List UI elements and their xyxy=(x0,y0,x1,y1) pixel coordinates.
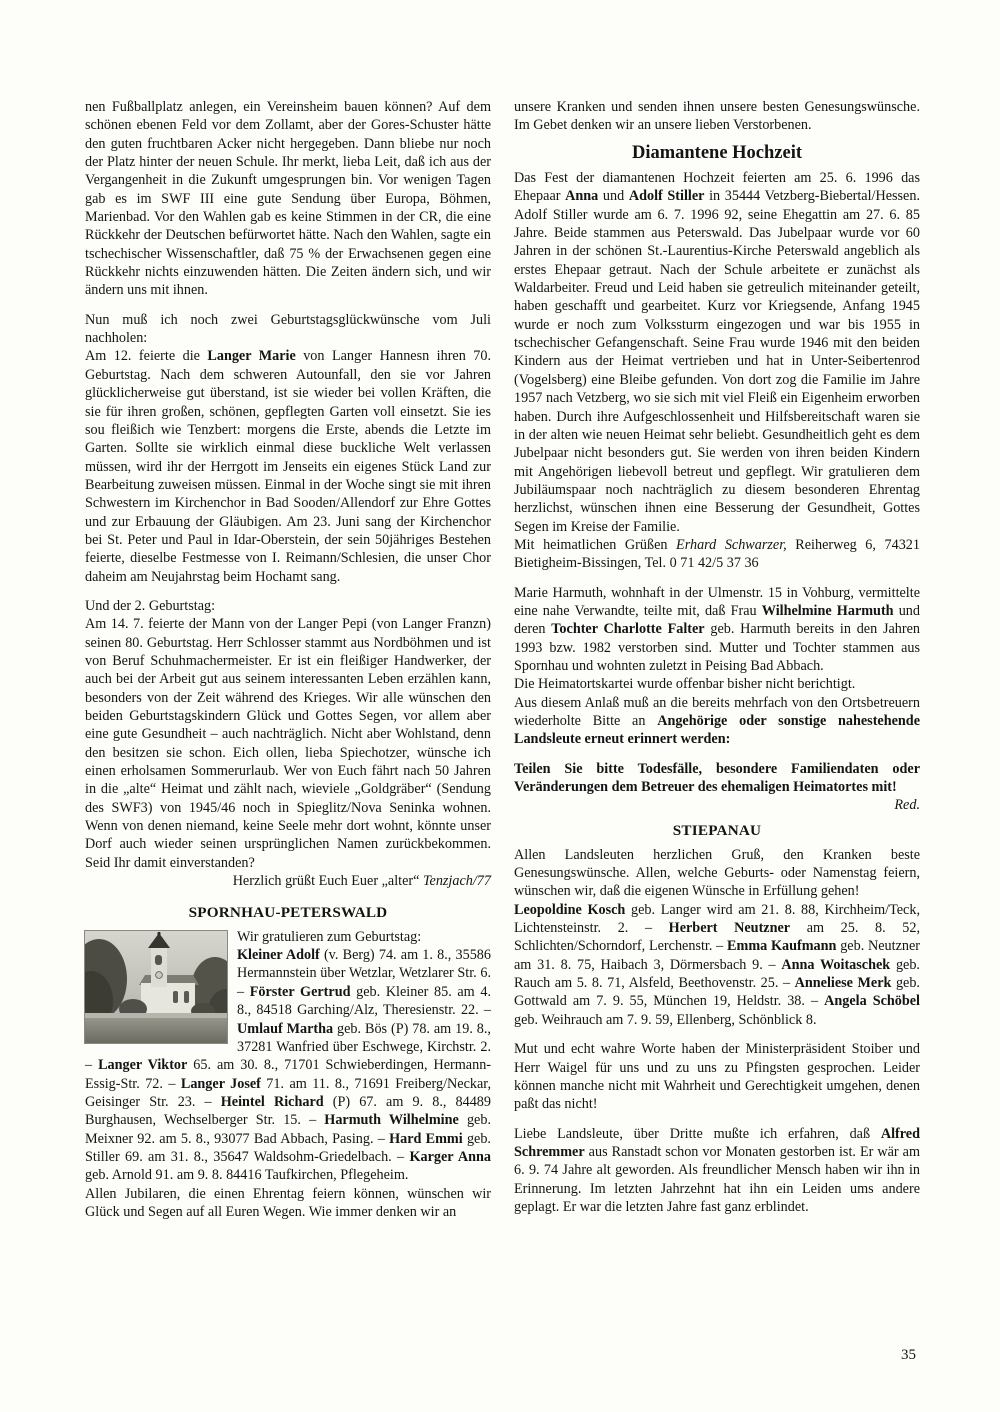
text-run: Reiherweg 6, 74321 Bietigheim-Bissingen, Tel. 0 71 42/5 37 36 xyxy=(514,536,920,572)
text-run: Aus diesem Anlaß muß an die bereits mehrfach von den Ortsbetreuern wiederholte Bitte an xyxy=(514,694,920,729)
paragraph xyxy=(514,846,920,1029)
text-run: 65. am 30. 8., 71701 Schwieberdingen, Hermann-Essig-Str. 72. – xyxy=(85,1057,492,1092)
text-run: Am 12. feierte die xyxy=(85,348,208,365)
paragraph xyxy=(85,311,491,348)
bold-text: Kleiner Adolf xyxy=(237,947,320,964)
text-run: und xyxy=(598,188,629,205)
text-run: unsere Kranken und senden ihnen unsere besten Genesungswünsche. Im Gebet denken wir an unsere lieben Verstorbenen. xyxy=(514,99,920,134)
bold-text: Alfred Schremmer xyxy=(514,1125,920,1160)
bold-text: Leopoldine Kosch xyxy=(514,901,626,918)
text-run: Und der 2. Geburtstag: xyxy=(85,597,216,614)
text-run: von Langer Hannesn ihren 70. Geburtstag. Nach dem schweren Autounfall, den sie vor Jahren glücklicherweise gut überstand, ist sie wieder bei vollen Kräften, die sie für ihren großen, schönen, gepflegten Garten voll einsetzt. Sie ies sou fleißich wie Tenzbert: morgens die Erste, abends die Letzte im Garten. Sollte sie wirklich einmal diese buckliche Welt verlassen müssen, wird ihr der Herrgott im Jenseits ein eigenes Stück Land zur Bearbeitung zuweisen müssen. Einmal in der Woche singt sie mit ihren Schwestern im Kirchenchor in Bad Sooden/Allendorf zur Ehre Gottes und zur Erbauung der Gläubigen. Am 23. Juni sang der Kirchenchor bei St. Peter und Paul in Idar-Oberstein, der sein 50jähriges Bestehen feierte, dieselbe Festmesse von I. Reimann/Schlesien, die unser Chor daheim am Neujahrstag beim Hochamt sang. xyxy=(85,348,491,585)
left-column xyxy=(85,98,491,1221)
text-run: (v. Berg) 74. am 1. 8., 35586 Hermannstein über Wetzlar, Wetzlarer Str. 6. – xyxy=(237,947,491,1000)
text-run: geb. Kleiner 85. am 4. 8., 84518 Garching/Alz, Theresienstr. 22. – xyxy=(237,983,492,1019)
bold-text: Wilhelmine Harmuth xyxy=(761,602,894,619)
italic-text: Red. xyxy=(894,797,920,814)
bold-text: Adolf Stiller xyxy=(628,188,705,205)
paragraph xyxy=(514,536,920,573)
text-run: geb. Meixner 92. am 5. 8., 93077 Bad Abbach, Pasing. – xyxy=(85,1112,491,1147)
paragraph xyxy=(85,347,491,585)
paragraph xyxy=(85,98,491,300)
text-run: Herzlich grüßt Euch Euer „alter“ xyxy=(232,873,423,890)
signature-line xyxy=(85,872,491,890)
bold-text: Anneliese Merk xyxy=(794,975,892,992)
church-photo-illustration xyxy=(85,931,227,1043)
text-run: Nun muß ich noch zwei Geburtstagsglückwünsche vom Juli nachholen: xyxy=(85,311,491,347)
text-run: in 35444 Vetzberg-Biebertal/Hessen. Adolf Stiller wurde am 6. 7. 1996 92, seine Ehegattin am 27. 6. 85 Jahre. Beide stammen aus Peterswald. Das Jubelpaar wurde vor 60 Jahren in der schönen St.-Laurentius-Kirche Peterswald angeblich als erstes Ehepaar getraut. Nach der Schule arbeitete er zunächst als Waldarbeiter. Freud und Leid haben sie getreulich miteinander geteilt, haben geschafft und gearbeitet. Kurz vor Kriegsende, Anfang 1945 wurde er noch zum Volkssturm eingezogen und war bis 1955 in tschechischer Gefangenschaft. Seine Frau wurde 1946 mit den beiden Kindern aus der Heimat vertrieben und hat in Unter-Seibertenrod (Vogelsberg) eine Bleibe gefunden. Von dort zog die Familie im Jahre 1957 nach Vetzberg, wo sie sich mit viel Fleiß ein Eigenheim erworben haben. Durch ihre Aufgeschlossenheit und Hilfsbereitschaft waren sie in der alten wie neuen Heimat sehr beliebt. Gesundheitlich geht es dem Jubelpaar nicht besonders gut. Sie werden von ihren beiden Kindern mit Angehörigen liebevoll betreut und gepflegt. Wir gratulieren dem Jubiläumspaar noch nachträglich zu diesem besonderen Ehrentag herzlichst, wünschen ihnen eine Besserung der Gesundheit, Gottes Segen im Kreise der Familie. xyxy=(514,188,920,535)
text-run: geb. Gottwald am 7. 9. 55, München 19, Heldstr. 38. – xyxy=(514,975,920,1010)
bold-text: Angehörige oder sonstige nahestehende Landsleute erneut erinnert werden: xyxy=(514,713,920,748)
paragraph xyxy=(85,615,491,872)
text-run: und deren xyxy=(514,602,920,638)
paragraph xyxy=(514,694,920,749)
text-run: am 25. 8. 52, Schlichten/Schorndorf, Lerchenstr. – xyxy=(514,920,920,955)
bold-text: Herbert Neutzner xyxy=(668,920,791,937)
bold-text: Heintel Richard xyxy=(220,1093,324,1110)
paragraph xyxy=(514,1040,920,1113)
paragraph xyxy=(514,98,920,135)
text-run: Wir gratulieren zum Geburtstag: xyxy=(237,928,422,945)
bold-text: Langer Josef xyxy=(180,1075,261,1092)
bold-text: Umlauf Martha xyxy=(237,1020,334,1037)
right-column xyxy=(514,98,920,1216)
section-heading-diamantene: Diamantene Hochzeit xyxy=(631,142,803,163)
text-run: (P) 67. am 9. 8., 84489 Burghausen, Wechselberger Str. 15. – xyxy=(85,1093,491,1129)
bold-text: Langer Marie xyxy=(207,348,296,365)
text-run: Allen Jubilaren, die einen Ehrentag feiern können, wünschen wir Glück und Segen auf all Euren Wegen. Wie immer denken wir an xyxy=(85,1185,491,1220)
bold-text: Anna xyxy=(565,188,599,205)
paragraph xyxy=(514,169,920,536)
bold-text: Förster Gertrud xyxy=(249,983,351,1000)
text-run: Das Fest der diamantenen Hochzeit feierten am 25. 6. 1996 das Ehepaar xyxy=(514,170,920,205)
text-run: 71. am 11. 8., 71691 Freiberg/Neckar, Geisinger Str. 23. – xyxy=(85,1075,491,1110)
text-run: geb. Arnold 91. am 9. 8. 84416 Taufkirchen, Pflegeheim. xyxy=(85,1167,409,1184)
text-run: geb. Neutzner am 31. 8. 75, Haibach 3, Dörmersbach 9. – xyxy=(514,938,920,973)
bold-text: Teilen Sie bitte Todesfälle, besondere Familiendaten oder Veränderungen dem Betreuer des ehemaligen Heimatortes mit! xyxy=(514,760,920,796)
bold-text: Tochter Charlotte Falter xyxy=(551,621,705,638)
paragraph-with-photo xyxy=(85,928,491,1185)
text-run: Mut und echt wahre Worte haben der Ministerpräsident Stoiber und Herr Waigel für uns und zu uns zu Pfingsten gesprochen. Leider können manche nicht mit Wahrheit und Gerechtigkeit umgehen, denen paßt das nicht! xyxy=(514,1041,920,1113)
text-run: aus Ranstadt schon vor Monaten gestorben ist. Er wär am 6. 9. 74 Jahre alt geworden. Als freundlicher Mensch haben wir ihn in Erinnerung. Im letzten Jahrzehnt hat ihn ein Leiden ums andere geplagt. Er war die letzten Jahre fast ganz erblindet. xyxy=(514,1143,920,1215)
text-run: Allen Landsleuten herzlichen Gruß, den Kranken beste Genesungswünsche. Allen, welche Geburts- oder Namenstag feiern, wünschen wir, daß die eigenen Wünsche in Erfüllung gehen! xyxy=(514,846,920,900)
text-run: nen Fußballplatz anlegen, ein Vereinsheim bauen können? Auf dem schönen ebenen Feld vor dem Zollamt, aber der Gores-Schuster hätte den guten fruchtbaren Acker nicht hergegeben. Dann bliebe nur noch der Platz hinter der neuen Schule. Ihr merkt, lieba Leit, daß ich aus der Vergangenheit in die Zukunft umgesprungen bin. Vor wenigen Tagen gab es im SWF III eine gute Sendung über Europa, Böhmen, Marienbad. Vor den Wahlen gab es keine Stimmen in der CR, die eine Rückkehr der Deutschen befürwortet hätte. Nach den Wahlen, sagte ein tschechischer Wissenschaftler, daß 75 % der Erwachsenen gegen eine Rückkehr nichts einzuwenden hätten. Die Zeiten ändern sich, und wir ändern uns mit ihnen. xyxy=(85,99,491,299)
text-run: geb. Rauch am 5. 8. 71, Alsfeld, Beethovenstr. 25. – xyxy=(514,956,920,992)
section-heading-spornhau: SPORNHAU-PETERSWALD xyxy=(188,904,388,922)
text-run: Die Heimatortskartei wurde offenbar bisher nicht berichtigt. xyxy=(514,676,856,693)
bold-text: Karger Anna xyxy=(409,1148,491,1165)
bold-text: Anna Woitaschek xyxy=(781,956,891,973)
text-run: Marie Harmuth, wohnhaft in der Ulmenstr. 15 in Vohburg, vermittelte eine nahe Verwandte, teilte mit, daß Frau xyxy=(514,584,920,619)
bold-text: Langer Viktor xyxy=(98,1057,188,1074)
text-run: geb. Harmuth bereits in den Jahren 1993 bzw. 1982 verstorben sind. Mutter und Tochter stammen aus Spornhau und wohnten zuletzt in Peising Bad Abbach. xyxy=(514,621,920,674)
text-run: Mit heimatlichen Grüßen xyxy=(514,536,677,553)
text-run: geb. Bös (P) 78. am 19. 8., 37281 Wanfried über Eschwege, Kirchstr. 2. – xyxy=(85,1020,491,1074)
text-run: geb. Langer wird am 21. 8. 88, Kirchheim/Teck, Lichtensteinstr. 2. – xyxy=(514,901,920,937)
bold-text: Hard Emmi xyxy=(389,1130,463,1147)
paragraph xyxy=(514,675,920,693)
italic-text: Tenzjach/77 xyxy=(422,873,491,890)
paragraph xyxy=(514,584,920,676)
text-run: geb. Weihrauch am 7. 9. 59, Ellenberg, Schönblick 8. xyxy=(514,1011,817,1028)
paragraph xyxy=(514,1125,920,1217)
bold-text: Emma Kaufmann xyxy=(727,938,837,955)
church-photo xyxy=(85,931,227,1043)
text-run: Liebe Landsleute, über Dritte mußte ich erfahren, daß xyxy=(514,1125,881,1142)
page-number: 35 xyxy=(901,1347,916,1363)
section-heading-stiepanau: STIEPANAU xyxy=(672,822,762,840)
text-run: Am 14. 7. feierte der Mann von der Langer Pepi (von Langer Franzn) seinen 80. Geburtstag. Herr Schlosser stammt aus Nordböhmen und ist von Beruf Schuhmachermeister. Er ist ein fleißiger Handwerker, der auch bei der Arbeit gut aus seinem interessanten Leben erzählen kann, besonders von der Zeit während des Krieges. Wir alle wünschen den beiden Geburtstagskindern Glück und Gottes Segen, vor allem aber eine gute Gesundheit – auch nachträglich. Nicht aber Wohlstand, denn den besitzen sie schon. Eich ollen, lieba Spiechotzer, wünsche ich einen erholsamen Sommerurlaub. Wer von Euch fährt nach 50 Jahren in die „alte“ Heimat und zählt nach, wieviele „Goldgräber“ (Sendung des SWF3) von 1945/46 noch in Spieglitz/Nova Seninka wohnen. Wenn von denen niemand, keine Seele mehr dort wohnt, könnte unser Dorf auch wieder seinen ursprünglichen Namen zurückbekommen. Seid Ihr damit einverstanden? xyxy=(85,616,491,871)
bold-text: Harmuth Wilhelmine xyxy=(324,1112,459,1129)
text-run: geb. Stiller 69. am 31. 8., 35647 Waldsohm-Griedelbach. – xyxy=(85,1130,491,1165)
paragraph xyxy=(85,597,491,615)
bold-text: Angela Schöbel xyxy=(824,993,920,1010)
paragraph xyxy=(85,1185,491,1222)
italic-text: Erhard Schwarzer, xyxy=(676,536,787,553)
paragraph xyxy=(514,760,920,814)
